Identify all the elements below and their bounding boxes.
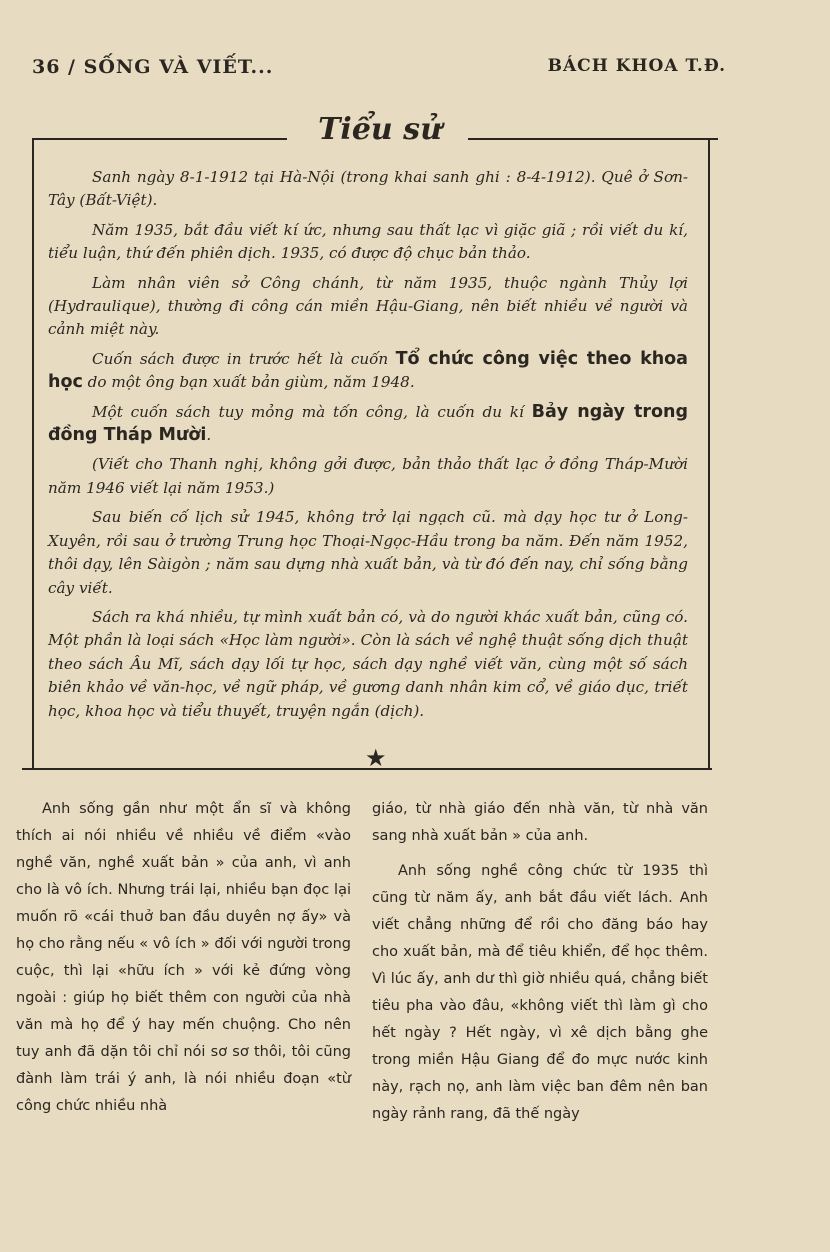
- body-column-left: [16, 796, 351, 1120]
- bio-text-run: Cuốn sách được in trước hết là cuốn: [92, 349, 396, 368]
- bio-paragraph: [48, 401, 688, 448]
- book-title: Bảy ngày trong đồng Tháp Mười: [48, 401, 688, 446]
- bio-paragraph: (Viết cho Thanh nghị, không gởi được, bản thảo thất lạc ở đồng Tháp-Mười năm 1946 viết lại năm 1953.): [48, 455, 688, 497]
- body-paragraph: Anh sống nghề công chức từ 1935 thì cũng từ năm ấy, anh bắt đầu viết lách. Anh viết chẳng những để rồi cho đăng báo hay cho xuất bản, mà để tiêu khiển, để học thêm. Vì lúc ấy, anh dư thì giờ nhiều quá, chẳng biết tiêu pha vào đâu, «không viết thì làm gì cho hết ngày ? Hết ngày, vì xê dịch bằng ghe trong miền Hậu Giang để đo mực nước kinh này, rạch nọ, anh làm việc ban đêm nên ban ngày rảnh rang, đã thế ngày: [372, 863, 708, 1122]
- bio-text-run: .: [206, 426, 212, 445]
- bio-text-run: do một ông bạn xuất bản giùm, năm 1948.: [82, 373, 415, 392]
- publication-name: BÁCH KHOA T.Đ.: [547, 56, 726, 76]
- page-header: [32, 56, 726, 86]
- book-title: Tổ chức công việc theo khoa học: [48, 348, 688, 393]
- bio-text-run: Một cuốn sách tuy mỏng mà tốn công, là cuốn du kí: [92, 402, 532, 421]
- divider-rule-left: [22, 768, 237, 770]
- body-column-right: [372, 796, 708, 1128]
- bio-paragraph: Làm nhân viên sở Công chánh, từ năm 1935, thuộc ngành Thủy lợi (Hydraulique), thường đi công cán miền Hậu-Giang, nên biết nhiều về người và cảnh miệt này.: [48, 273, 688, 339]
- body-paragraph: Anh sống gần như một ẩn sĩ và không thích ai nói nhiều về nhiều về điểm «vào nghề văn, nghề xuất bản » của anh, vì anh cho là vô ích. Nhưng trái lại, nhiều bạn đọc lại muốn rõ «cái thuở ban đầu duyên nợ ấy» và họ cho rằng nếu « vô ích » đối với người trong cuộc, thì lại «hữu ích » với kẻ đứng vòng ngoài : giúp họ biết thêm con người của nhà văn mà họ để ý hay mến chuộng. Cho nên tuy anh đã dặn tôi chỉ nói sơ sơ thôi, tôi cũng đành làm trái ý anh, là nói nhiều đoạn «từ công chức nhiều nhà: [16, 801, 351, 1114]
- star-icon: ★: [365, 744, 387, 772]
- body-paragraph: giáo, từ nhà giáo đến nhà văn, từ nhà văn sang nhà xuất bản » của anh.: [372, 801, 708, 844]
- bio-paragraph: [48, 348, 688, 395]
- bio-paragraph: Sách ra khá nhiều, tự mình xuất bản có, và do người khác xuất bản, cũng có. Một phần là loại sách «Học làm người». Còn là sách về nghệ thuật sống dịch thuật theo sách Âu Mĩ, sách dạy lối tự học, sách dạy nghề viết văn, cùng một số sách biên khảo về văn-học, về ngữ pháp, về gương danh nhân kim cổ, về giáo dục, triết học, khoa học và tiểu thuyết, truyện ngắn (dịch).: [48, 607, 688, 720]
- bio-title: Tiểu sử: [318, 112, 442, 147]
- bio-text: [48, 166, 688, 729]
- bio-paragraph: Sanh ngày 8-1-1912 tại Hà-Nội (trong khai sanh ghi : 8-4-1912). Quê ở Sơn-Tây (Bất-Việt).: [48, 168, 688, 210]
- page-number-section: 36 / SỐNG VÀ VIẾT...: [32, 56, 274, 78]
- bio-paragraph: Năm 1935, bắt đầu viết kí ức, nhưng sau thất lạc vì giặc giã ; rồi viết du kí, tiểu luận, thứ đến phiên dịch. 1935, có được độ chục bản thảo.: [48, 220, 688, 263]
- divider-rule-right: [520, 768, 712, 770]
- bio-paragraph: Sau biến cố lịch sử 1945, không trở lại ngạch cũ. mà dạy học tư ở Long-Xuyên, rồi sau ở trường Trung học Thoại-Ngọc-Hầu trong ba năm. Đến năm 1952, thôi dạy, lên Sàigòn ; năm sau dựng nhà xuất bản, và từ đó đến nay, chỉ sống bằng cây viết.: [48, 508, 688, 597]
